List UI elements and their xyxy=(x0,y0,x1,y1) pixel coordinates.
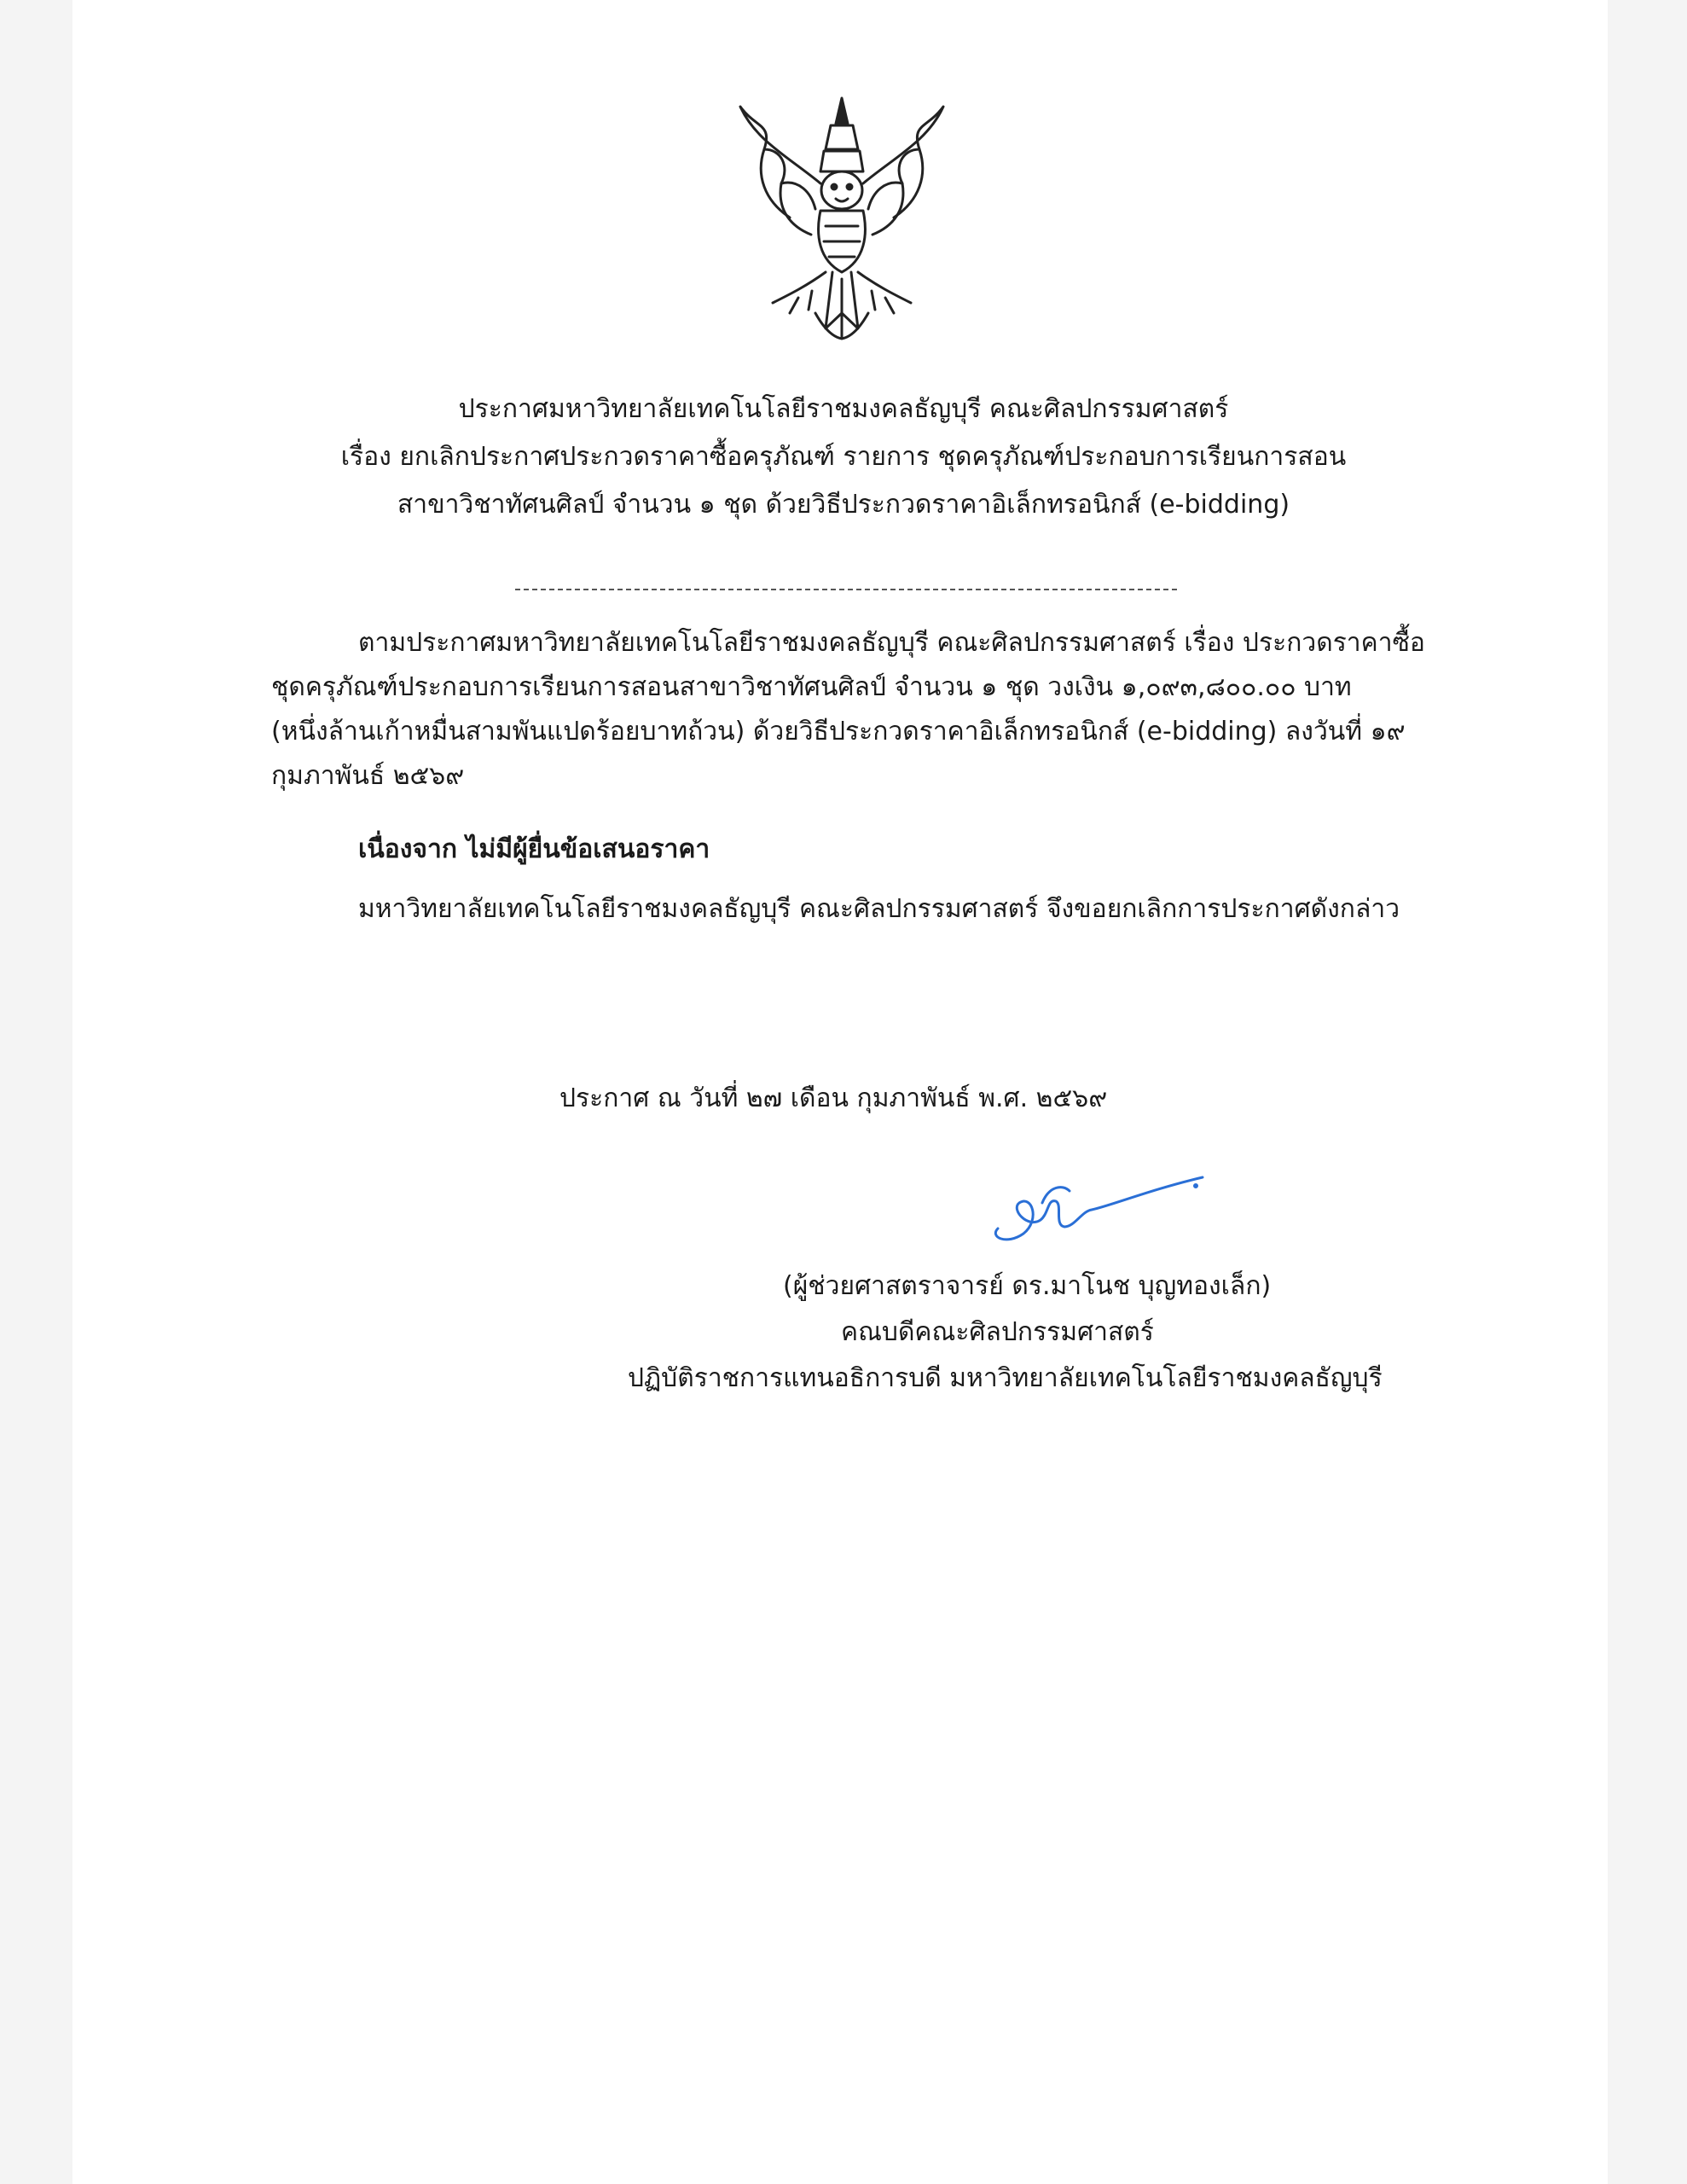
body-paragraph-line-2: ชุดครุภัณฑ์ประกอบการเรียนการสอนสาขาวิชาทัศนศิลป์ จำนวน ๑ ชุด วงเงิน ๑,๐๙๓,๘๐๐.๐๐ บาท xyxy=(271,672,1352,702)
announcement-heading: ประกาศมหาวิทยาลัยเทคโนโลยีราชมงคลธัญบุรี คณะศิลปกรรมศาสตร์ xyxy=(458,394,1229,424)
body-paragraph-line-1: ตามประกาศมหาวิทยาลัยเทคโนโลยีราชมงคลธัญบุรี คณะศิลปกรรมศาสตร์ เรื่อง ประกวดราคาซื้อ xyxy=(358,628,1425,658)
body-paragraph-line-3: (หนึ่งล้านเก้าหมื่นสามพันแปดร้อยบาทถ้วน) ด้วยวิธีประกวดราคาอิเล็กทรอนิกส์ (e-bidding) ลงวันที่ ๑๙ xyxy=(271,717,1406,746)
announcement-subject: เรื่อง ยกเลิกประกาศประกวดราคาซื้อครุภัณฑ์ รายการ ชุดครุภัณฑ์ประกอบการเรียนการสอน xyxy=(340,442,1347,472)
cancellation-reason: เนื่องจาก ไม่มีผู้ยื่นข้อเสนอราคา xyxy=(358,834,710,864)
signatory-position: คณบดีคณะศิลปกรรมศาสตร์ xyxy=(841,1317,1154,1347)
garuda-emblem-icon xyxy=(730,90,954,346)
handwritten-signature xyxy=(981,1152,1220,1254)
signatory-acting-position: ปฏิบัติราชการแทนอธิการบดี มหาวิทยาลัยเทคโนโลยีราชมงคลธัญบุรี xyxy=(628,1363,1383,1393)
body-paragraph-line-4: กุมภาพันธ์ ๒๕๖๙ xyxy=(271,761,465,791)
announcement-date: ประกาศ ณ วันที่ ๒๗ เดือน กุมภาพันธ์ พ.ศ. ๒๕๖๙ xyxy=(559,1083,1108,1113)
cancellation-statement: มหาวิทยาลัยเทคโนโลยีราชมงคลธัญบุรี คณะศิลปกรรมศาสตร์ จึงขอยกเลิกการประกาศดังกล่าว xyxy=(358,894,1400,924)
dashed-divider xyxy=(515,589,1177,590)
announcement-subject-continued: สาขาวิชาทัศนศิลป์ จำนวน ๑ ชุด ด้วยวิธีประกวดราคาอิเล็กทรอนิกส์ (e-bidding) xyxy=(397,490,1290,520)
signatory-name: (ผู้ช่วยศาสตราจารย์ ดร.มาโนช บุญทองเล็ก) xyxy=(783,1271,1272,1301)
